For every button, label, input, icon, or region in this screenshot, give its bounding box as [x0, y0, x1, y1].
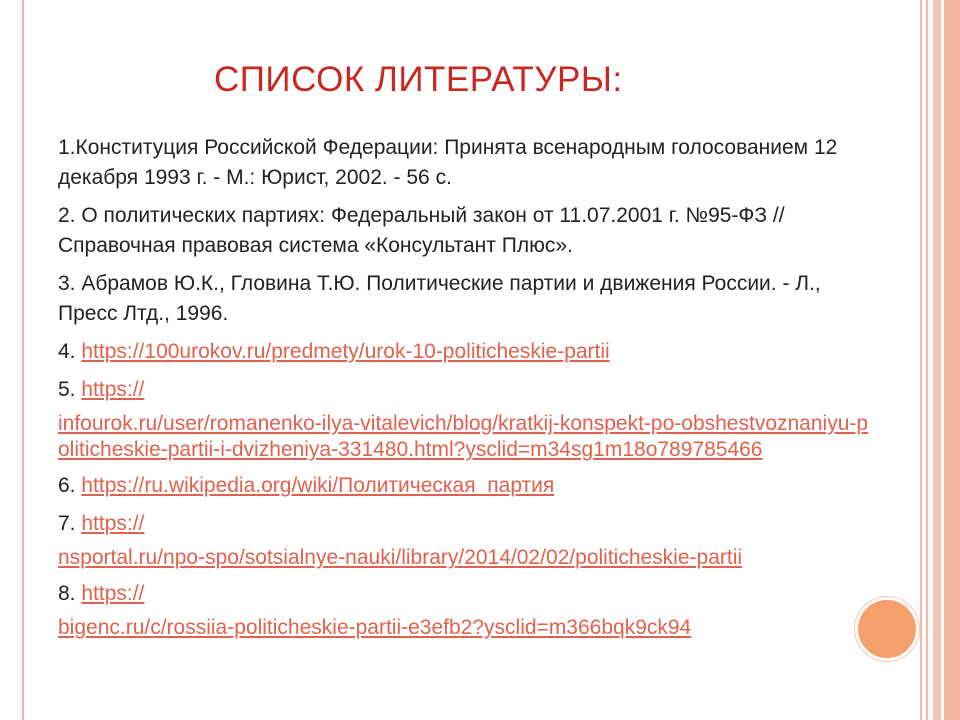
reference-link[interactable]: https:// — [81, 582, 145, 605]
reference-link[interactable]: https:// — [81, 378, 145, 401]
left-frame-line — [22, 0, 24, 720]
reference-number: 5. — [58, 378, 76, 401]
reference-item-7 — [58, 509, 876, 571]
reference-link-continued[interactable]: nsportal.ru/npo-spo/sotsialnye-nauki/library/2014/02/02/politicheskie-partii — [58, 546, 743, 569]
decor-circle — [855, 597, 919, 661]
reference-item-2: 2. О политических партиях: Федеральный закон от 11.07.2001 г. №95-ФЗ // Справочная правовая система «Консультант Плюс». — [58, 204, 785, 257]
reference-link[interactable]: https://100urokov.ru/predmety/urok-10-politicheskie-partii — [81, 340, 610, 363]
decor-stripe — [926, 0, 928, 720]
decor-stripe — [920, 0, 922, 720]
reference-item-6 — [58, 471, 876, 501]
reference-list — [58, 133, 876, 649]
reference-number: 6. — [58, 474, 76, 497]
reference-item-8 — [58, 579, 876, 641]
reference-item-5 — [58, 375, 876, 463]
reference-item-4 — [58, 337, 876, 367]
reference-link[interactable]: https://ru.wikipedia.org/wiki/Политическая_партия — [81, 474, 555, 497]
reference-number: 8. — [58, 582, 76, 605]
slide-title: СПИСОК ЛИТЕРАТУРЫ: — [214, 60, 623, 99]
decor-stripe — [933, 0, 941, 720]
reference-link-continued[interactable]: bigenc.ru/c/rossiia-politicheskie-partii-e3efb2?ysclid=m366bqk9ck94 — [58, 616, 692, 639]
reference-link[interactable]: https:// — [81, 512, 145, 535]
reference-number: 4. — [58, 340, 76, 363]
reference-link-continued[interactable]: infourok.ru/user/romanenko-ilya-vitalevich/blog/kratkij-konspekt-po-obshestvoznaniyu-politicheskie-partii-i-dvizheniya-331480.html?ysclid=m34sg1m18o789785466 — [58, 412, 869, 461]
reference-item-1: 1.Конституция Российской Федерации: Принята всенародным голосованием 12 декабря 1993 г. - М.: Юрист, 2002. - 56 с. — [58, 136, 838, 189]
decor-stripe — [944, 0, 960, 720]
reference-number: 7. — [58, 512, 76, 535]
reference-item-3: 3. Абрамов Ю.К., Гловина Т.Ю. Политические партии и движения России. - Л., Пресс Лтд., 1996. — [58, 272, 821, 325]
